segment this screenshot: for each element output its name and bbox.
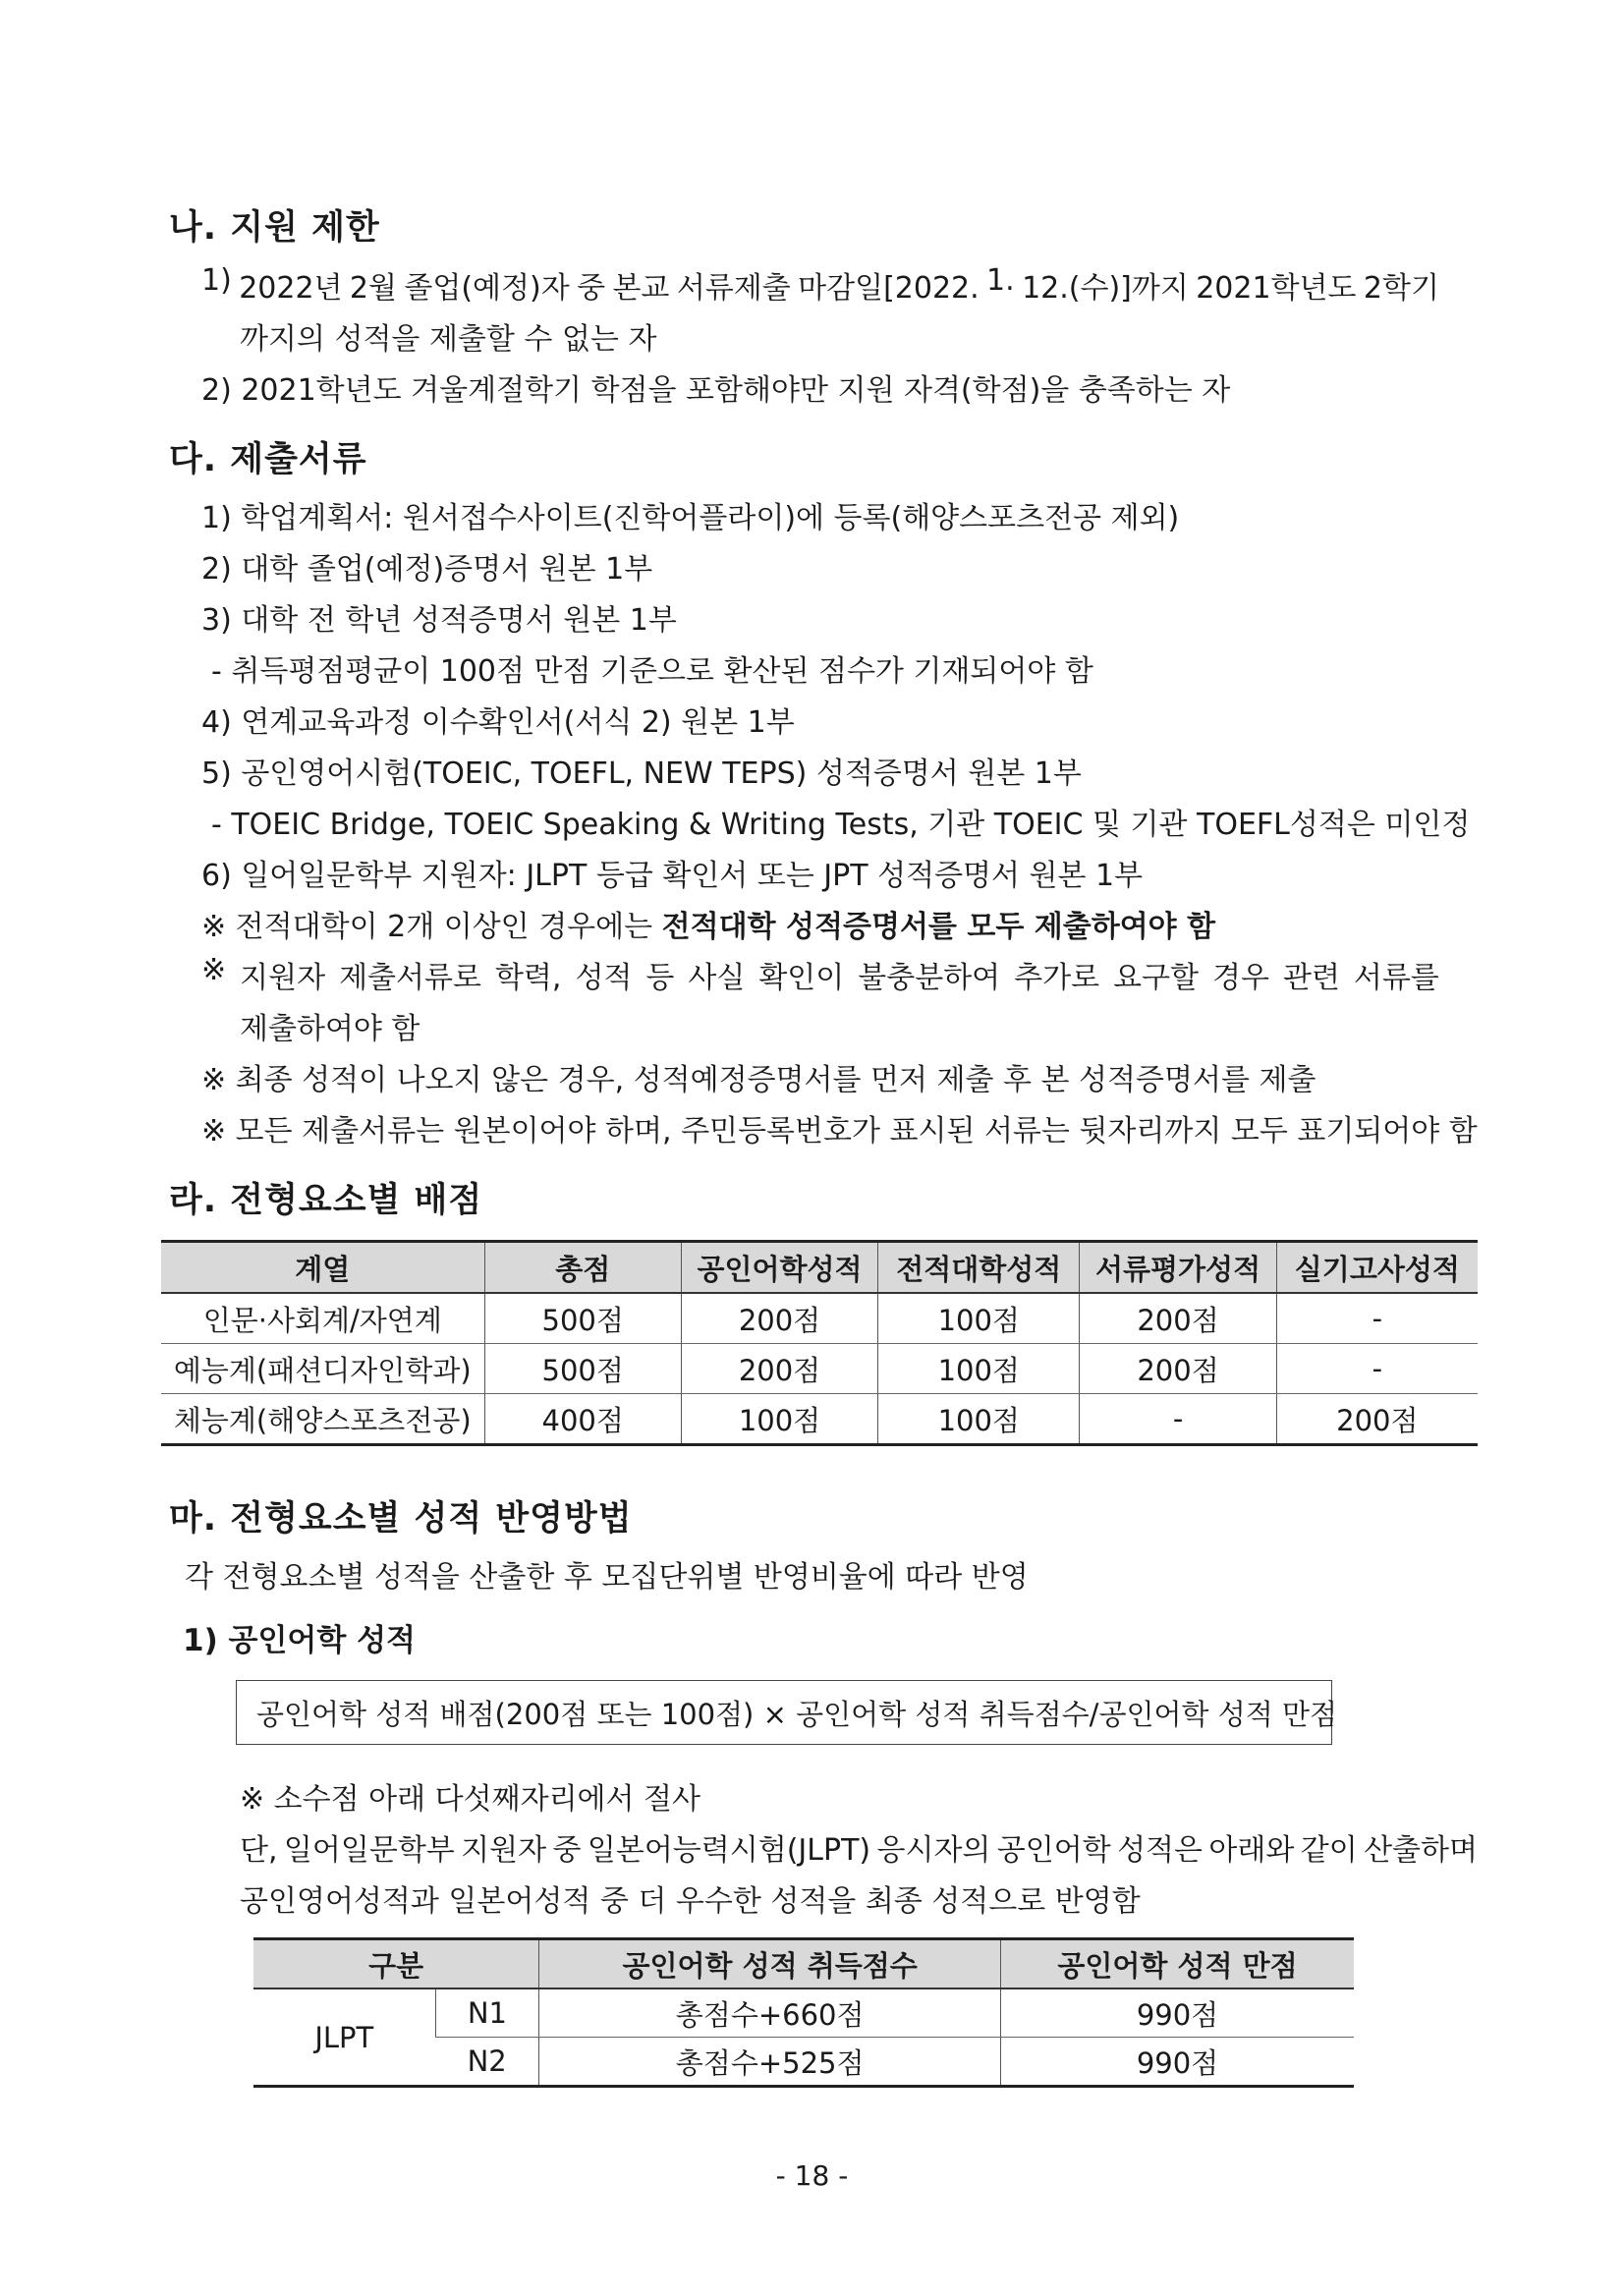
document-note-1 [201, 902, 1215, 945]
word: 성적 [575, 961, 633, 995]
section-heading-score-method: 마. 전형요소별 성적 반영방법 [169, 1499, 633, 1539]
word: 추가로 [1014, 961, 1100, 995]
table-cell: - [1276, 1344, 1478, 1394]
word: 2학기 [1363, 271, 1439, 306]
score-allocation-table [161, 1240, 1478, 1446]
document-item-3-sub: - 취득평점평균이 100점 만점 기준으로 환산된 점수가 기재되어야 함 [211, 654, 1093, 689]
word: 일본어능력시험(JLPT) [587, 1833, 871, 1868]
document-item-1: 1) 학업계획서: 원서접수사이트(진학어플라이)에 등록(해양스포츠전공 제외) [201, 501, 1180, 535]
table-cell: 500점 [484, 1344, 681, 1394]
table-header-cell: 공인어학 성적 취득점수 [539, 1939, 1001, 1989]
document-note-1-text: ※ 전적대학이 2개 이상인 경우에는 [201, 910, 662, 944]
word: 같이 [1300, 1833, 1358, 1868]
decimal-note: ※ 소수점 아래 다섯째자리에서 절사 [240, 1782, 701, 1817]
word: 서류제출 [676, 271, 791, 306]
table-cell: 990점 [1001, 1988, 1355, 2038]
section-heading-documents: 다. 제출서류 [169, 440, 367, 479]
table-cell: 예능계(패션디자인학과) [161, 1344, 484, 1394]
subsection-heading-language-score: 1) 공인어학 성적 [183, 1623, 416, 1658]
language-score-formula-box [236, 1680, 1338, 1745]
table-cell: 200점 [1080, 1293, 1276, 1344]
document-item-4: 4) 연계교육과정 이수확인서(서식 2) 원본 1부 [201, 705, 795, 740]
word: 본교 [612, 271, 670, 306]
table-cell: 200점 [681, 1293, 877, 1344]
word: ※ [201, 953, 227, 987]
table-cell: 100점 [878, 1293, 1080, 1344]
word: 단, [240, 1833, 278, 1868]
word: 2022년 [239, 271, 343, 306]
table-cell: 100점 [681, 1394, 877, 1445]
word: 학력, [494, 961, 562, 995]
table-header-cell: 서류평가성적 [1080, 1242, 1276, 1294]
table-row [161, 1394, 1478, 1445]
jlpt-explanation-2: 공인영어성적과 일본어성적 중 더 우수한 성적을 최종 성적으로 반영함 [240, 1884, 1141, 1919]
table-cell: N2 [467, 2044, 507, 2078]
table-cell: 총점수+525점 [539, 2038, 1001, 2087]
score-method-intro: 각 전형요소별 성적을 산출한 후 모집단위별 반영비율에 따라 반영 [185, 1560, 1029, 1595]
table-header-cell: 총점 [484, 1242, 681, 1294]
restriction-item-2: 2) 2021학년도 겨울계절학기 학점을 포함해야만 지원 자격(학점)을 충족하는 자 [201, 373, 1231, 408]
document-note-2 [201, 953, 1439, 996]
table-group-cell: JLPT [314, 2020, 374, 2054]
table-cell: 400점 [484, 1394, 681, 1445]
word: 등 [645, 961, 675, 995]
word: 요구할 [1113, 961, 1200, 995]
table-cell: N1 [435, 1988, 539, 2038]
document-item-2: 2) 대학 졸업(예정)증명서 원본 1부 [201, 552, 653, 587]
word: 2021학년도 [1196, 271, 1357, 306]
table-header-cell: 공인어학성적 [681, 1242, 877, 1294]
word: 경우 [1212, 961, 1269, 995]
word: 마감일[2022. [798, 271, 980, 306]
table-row [161, 1293, 1478, 1344]
word: 1. [986, 263, 1015, 298]
word: 아래와 [1208, 1833, 1295, 1868]
word: 서류를 [1353, 961, 1439, 995]
table-header-cell: 계열 [161, 1242, 484, 1294]
table-cell: - [1276, 1293, 1478, 1344]
table-cell: 인문·사회계/자연계 [161, 1293, 484, 1344]
word: 사실 [688, 961, 746, 995]
word: 지원자 [240, 961, 326, 995]
table-header-cell: 전적대학성적 [878, 1242, 1080, 1294]
table-cell: 200점 [681, 1344, 877, 1394]
restriction-item-1-cont: 까지의 성적을 제출할 수 없는 자 [240, 322, 657, 357]
word: 졸업(예정)자 [404, 271, 570, 306]
table-cell: 200점 [1080, 1344, 1276, 1394]
word: 제출서류로 [339, 961, 481, 995]
table-cell: 990점 [1001, 2038, 1355, 2087]
jlpt-explanation-1 [240, 1825, 1478, 1869]
table-header-cell: 구분 [253, 1939, 539, 1989]
document-item-3: 3) 대학 전 학년 성적증명서 원본 1부 [201, 603, 677, 638]
document-note-1-emphasis: 전적대학 성적증명서를 모두 제출하여야 함 [661, 910, 1216, 944]
word: 중 [577, 271, 606, 306]
table-cell: 100점 [878, 1344, 1080, 1394]
table-cell: 체능계(해양스포츠전공) [173, 1403, 472, 1437]
jlpt-score-table [253, 1937, 1354, 2088]
word: 공인어학 [996, 1833, 1111, 1868]
document-note-4: ※ 모든 제출서류는 원본이어야 하며, 주민등록번호가 표시된 서류는 뒷자리까지 모두 표기되어야 함 [201, 1114, 1478, 1148]
section-heading-restrictions: 나. 지원 제한 [169, 208, 380, 248]
word: 관련 [1282, 961, 1340, 995]
word: 확인이 [758, 961, 845, 995]
language-score-formula: 공인어학 성적 배점(200점 또는 100점) × 공인어학 성적 취득점수/공인어학 성적 만점 [256, 1697, 1338, 1731]
table-header-row [161, 1242, 1478, 1294]
document-item-6: 6) 일어일문학부 지원자: JLPT 등급 확인서 또는 JPT 성적증명서 원본 1부 [201, 859, 1144, 893]
table-row [161, 1344, 1478, 1394]
document-note-2-cont: 제출하여야 함 [240, 1012, 420, 1046]
page-number: - 18 - [775, 2159, 849, 2192]
word: 1) [201, 263, 232, 298]
word: 지원자 [461, 1833, 547, 1868]
document-item-5: 5) 공인영어시험(TOEIC, TOEFL, NEW TEPS) 성적증명서 원본 1부 [201, 756, 1082, 791]
word: 2월 [349, 271, 397, 306]
document-item-5-sub: - TOEIC Bridge, TOEIC Speaking & Writing Tests, 기관 TOEIC 및 기관 TOEFL성적은 미인정 [211, 808, 1471, 842]
table-cell: 총점수+660점 [539, 1988, 1001, 2038]
table-header-cell: 공인어학 성적 만점 [1001, 1939, 1355, 1989]
word: 12.(수)]까지 [1022, 271, 1189, 306]
restriction-item-1 [201, 263, 1439, 307]
table-cell: 200점 [1276, 1394, 1478, 1445]
word: 불충분하여 [858, 961, 1001, 995]
table-cell: 100점 [878, 1394, 1080, 1445]
word: 산출하며 [1364, 1833, 1478, 1868]
word: 성적은 [1117, 1833, 1204, 1868]
table-header-cell: 실기고사성적 [1276, 1242, 1478, 1294]
table-cell: 500점 [484, 1293, 681, 1344]
table-header-row [253, 1939, 1354, 1989]
word: 중 [552, 1833, 582, 1868]
section-heading-score-allocation: 라. 전형요소별 배점 [169, 1181, 483, 1220]
word: 응시자의 [876, 1833, 991, 1868]
document-note-3: ※ 최종 성적이 나오지 않은 경우, 성적예정증명서를 먼저 제출 후 본 성적증명서를 제출 [201, 1063, 1316, 1097]
word: 일어일문학부 [283, 1833, 455, 1868]
table-row [253, 1988, 1354, 2038]
table-cell: - [1080, 1394, 1276, 1445]
